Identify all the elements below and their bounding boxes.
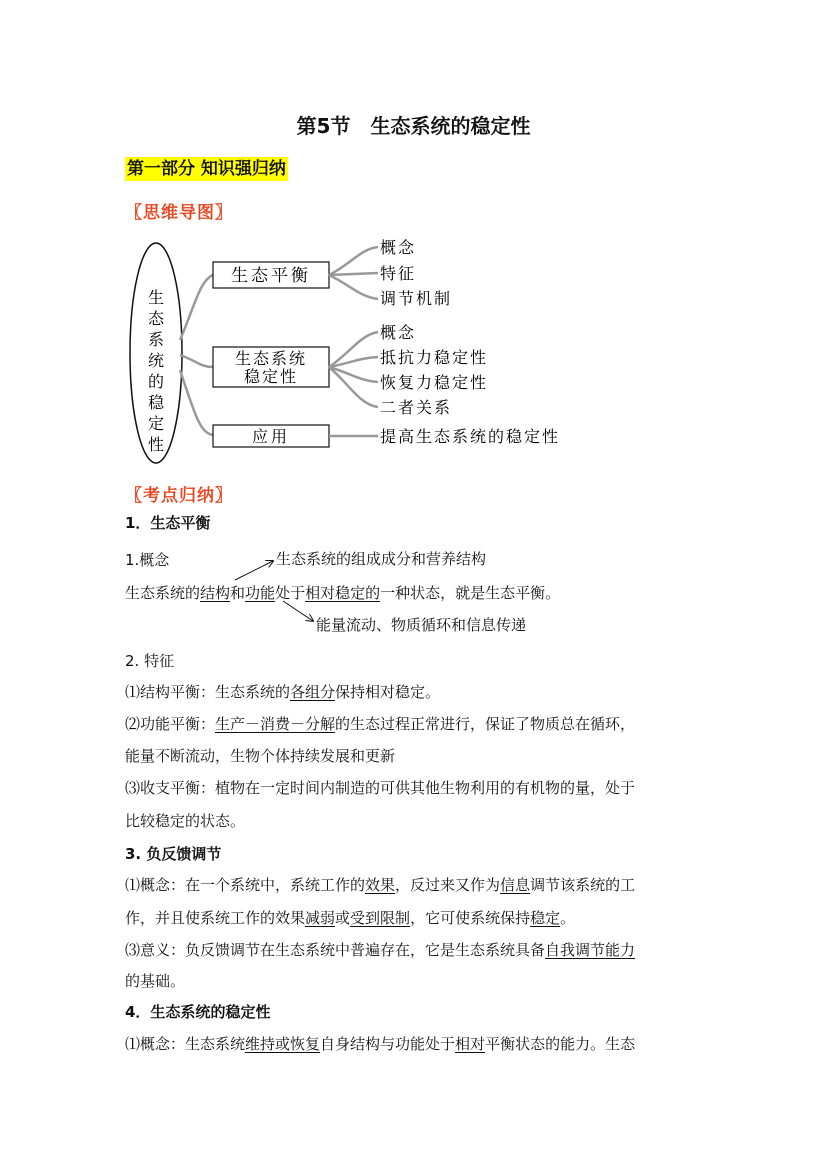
underline-function: 功能 — [245, 584, 276, 602]
feedback-label: 3. 负反馈调节 — [125, 845, 222, 863]
box2-label-line2: 稳定性 — [243, 367, 299, 386]
box1-child: 调节机制 — [380, 289, 453, 308]
keypoints-heading: 〖考点归纳〗 — [125, 486, 233, 506]
arrow-to-function — [283, 601, 313, 621]
concept-definition: 生态系统的结构和功能处于相对稳定的一种状态，就是生态平衡。 — [125, 584, 561, 602]
feature-line: ⑶收支平衡：植物在一定时间内制造的可供其他生物利用的有机物的量，处于 — [125, 779, 636, 797]
root-char: 性 — [147, 435, 165, 454]
root-char: 生 — [147, 288, 165, 307]
root-char: 统 — [147, 351, 165, 370]
part-label: 第一部分 知识强归纳 — [127, 159, 286, 179]
concept-label: 1.概念 — [125, 551, 170, 569]
stability-line: ⑴概念：生态系统维持或恢复自身结构与功能处于相对平衡状态的能力。生态 — [125, 1035, 636, 1053]
root-char: 稳 — [147, 393, 165, 412]
box2-child: 二者关系 — [380, 398, 453, 417]
section-ecological-balance: 1．生态平衡 — [125, 514, 211, 532]
box1-child: 概念 — [380, 238, 417, 257]
box2-child: 抵抗力稳定性 — [380, 348, 489, 367]
box1-child: 特征 — [380, 264, 417, 283]
feedback-line: ⑴概念：在一个系统中，系统工作的效果，反过来又作为信息调节该系统的工 — [125, 876, 636, 894]
mindmap-heading: 〖思维导图〗 — [125, 203, 233, 223]
box2-child: 恢复力稳定性 — [380, 373, 489, 392]
box2-child: 概念 — [380, 323, 417, 342]
concept-arrow-bottom-text: 能量流动、物质循环和信息传递 — [316, 616, 527, 634]
root-branches — [180, 275, 213, 435]
underline-relative-stable: 相对稳定的 — [305, 584, 381, 602]
feature-line: 比较稳定的状态。 — [125, 812, 246, 830]
box2-branches — [329, 332, 378, 407]
feature-line: ⑵功能平衡：生产－消费－分解的生态过程正常进行，保证了物质总在循环， — [125, 715, 636, 733]
mind-map-diagram — [120, 225, 660, 465]
root-char: 的 — [147, 372, 165, 391]
section-ecosystem-stability: 4．生态系统的稳定性 — [125, 1003, 271, 1021]
feedback-line: 的基础。 — [125, 972, 186, 990]
arrow-to-structure — [235, 561, 273, 580]
box3-label: 应用 — [251, 427, 291, 446]
box2-label-line1: 生态系统 — [234, 349, 308, 368]
box3-child: 提高生态系统的稳定性 — [380, 427, 561, 446]
feature-line: 能量不断流动，生物个体持续发展和更新 — [125, 747, 396, 765]
root-char: 定 — [147, 414, 165, 433]
feature-label: 2. 特征 — [125, 652, 175, 670]
concept-arrow-top-text: 生态系统的组成成分和营养结构 — [276, 550, 487, 568]
feedback-line: ⑶意义：负反馈调节在生态系统中普遍存在，它是生态系统具备自我调节能力 — [125, 941, 636, 959]
box1-label: 生态平衡 — [231, 266, 311, 286]
root-char: 系 — [147, 330, 165, 349]
underline-structure: 结构 — [200, 584, 231, 602]
root-char: 态 — [147, 309, 165, 328]
feature-line: ⑴结构平衡：生态系统的各组分保持相对稳定。 — [125, 683, 441, 701]
page-title: 第5节 生态系统的稳定性 — [296, 114, 531, 138]
box1-branches — [329, 247, 378, 299]
feedback-line: 作，并且使系统工作的效果减弱或受到限制，它可使系统保持稳定。 — [125, 909, 576, 927]
